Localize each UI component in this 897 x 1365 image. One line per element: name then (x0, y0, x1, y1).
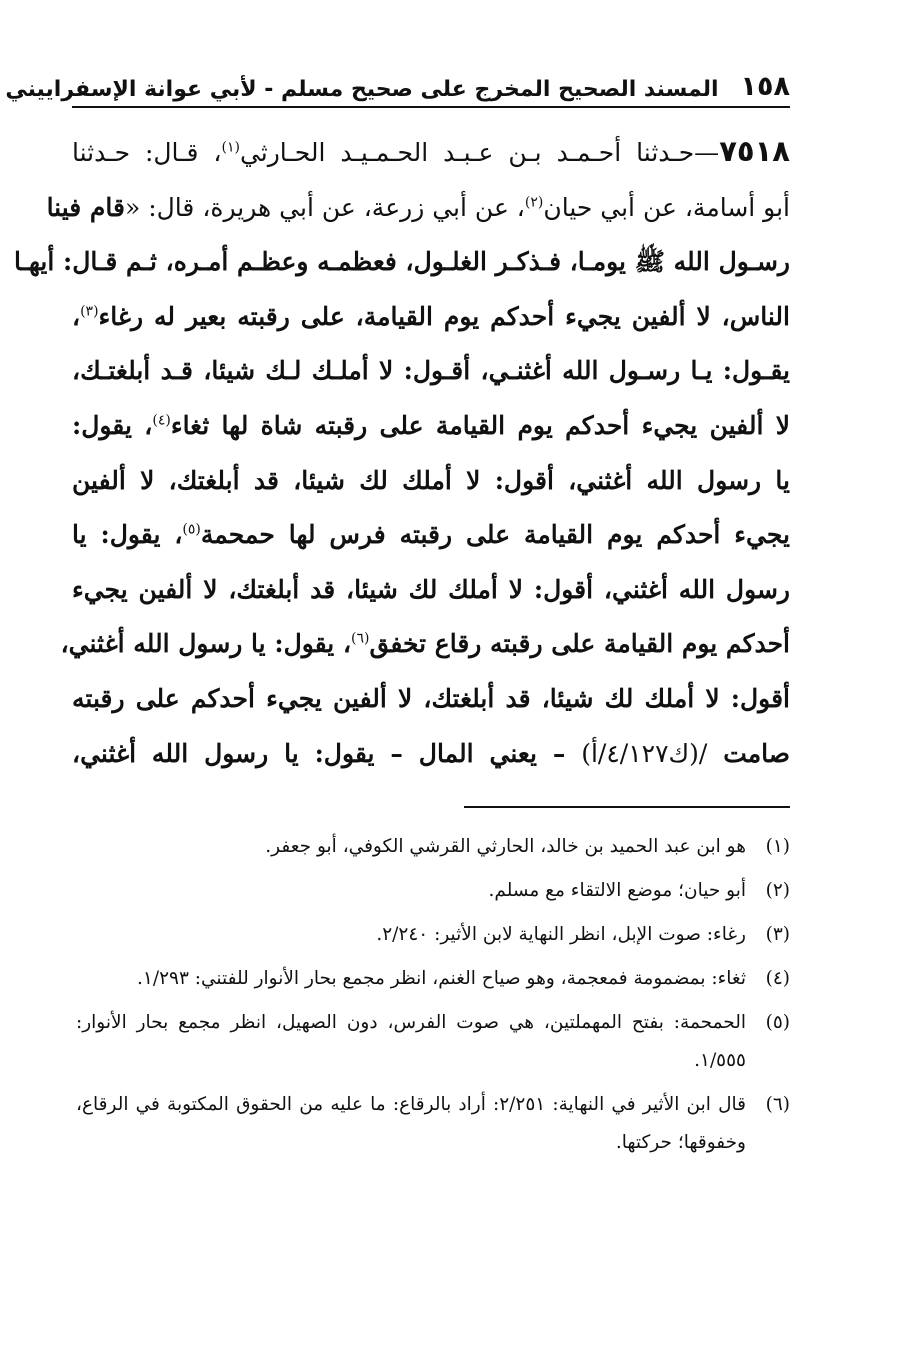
footnote-item (76, 828, 790, 866)
footnotes-section (76, 828, 790, 1168)
text-segment: – يعني المال – يقول: يا رسول الله أغثني، (72, 738, 582, 768)
text-segment: ، يقول: يا رسول الله أغثني، (60, 629, 352, 659)
footnote-text: ثغاء: بمضمومة فمعجمة، وهو صياح الغنم، انظر مجمع بحار الأنوار للفتني: ١/٢٩٣. (137, 968, 746, 989)
footnote-divider (464, 806, 790, 808)
hadith-line (72, 454, 790, 509)
footnote-ref: (٥) (182, 521, 201, 538)
page-number: ١٥٨ (740, 71, 790, 102)
text-segment: يجيء أحدكم يوم القيامة على رقبته فرس لها حمحمة (200, 520, 790, 550)
hadith-line (72, 344, 790, 399)
footnote-item (76, 1086, 790, 1162)
running-header (5, 58, 790, 102)
text-segment: أحدكم يوم القيامة على رقبته رقاع تخفق (369, 629, 790, 659)
footnote-item (76, 916, 790, 954)
text-segment: —حـدثنا أحـمـد بـن عـبـد الحـمـيـد الحـارثي (239, 138, 720, 167)
footnote-number: (٤) (765, 968, 790, 989)
text-segment: رسول الله أغثني، أقول: لا أملك لك شيئا، قد أبلغتك، لا ألفين يجيء (72, 574, 790, 604)
text-segment: الناس، لا ألفين يجيء أحدكم يوم القيامة، على رقبته بعير له رغاء (98, 301, 790, 331)
hadith-text (13, 124, 791, 781)
footnote-ref: (١) (221, 139, 240, 156)
text-segment: صامت (707, 738, 790, 768)
footnote-ref: (٦) (351, 631, 370, 648)
footnote-number: (٢) (765, 880, 790, 901)
hadith-line (72, 727, 790, 782)
header-divider (72, 106, 790, 108)
text-segment: ، يقول: (72, 410, 153, 440)
footnote-text: الحمحمة: بفتح المهملتين، هي صوت الفرس، دون الصهيل، انظر مجمع بحار الأنوار: ١/٥٥٥. (76, 1012, 746, 1071)
footnote-text: أبو حيان؛ موضع الالتقاء مع مسلم. (488, 880, 746, 901)
footnote-ref: (٣) (80, 303, 99, 320)
footnote-text: هو ابن عبد الحميد بن خالد، الحارثي القرشي الكوفي، أبو جعفر. (265, 836, 746, 857)
text-segment: ، (72, 301, 81, 331)
text-segment: ، يقول: يا (72, 520, 183, 550)
text-segment: رسـول الله ﷺ يومـا، فـذكـر الغلـول، فعظمـه وعظـم أمـره، ثـم قـال: أيهـا (13, 247, 790, 277)
text-segment: يقـول: يـا رسـول الله أغثنـي، أقـول: لا أملـك لـك شيئا، قـد أبلغتـك، (72, 356, 790, 386)
hadith-line (60, 617, 790, 672)
footnote-text: قال ابن الأثير في النهاية: ٢/٢٥١: أراد بالرقاع: ما عليه من الحقوق المكتوبة في الرقاع، وخفوقها؛ حركتها. (76, 1094, 746, 1153)
text-segment: ، عن أبي زرعة، عن أبي هريرة، قال: « (124, 192, 525, 222)
footnote-ref: (٢) (524, 194, 544, 211)
hadith-line (72, 508, 790, 563)
footnote-number: (٥) (765, 1012, 790, 1033)
footnote-number: (٦) (765, 1094, 790, 1115)
text-segment: أقول: لا أملك لك شيئا، قد أبلغتك، لا ألفين يجيء أحدكم على رقبته (72, 683, 790, 713)
footnote-number: (١) (765, 836, 790, 857)
text-segment: قام فينا (46, 192, 125, 222)
text-segment: لا ألفين يجيء أحدكم يوم القيامة على رقبته شاة لها ثغاء (170, 410, 791, 440)
hadith-line (13, 235, 790, 290)
footnote-text: رغاء: صوت الإبل، انظر النهاية لابن الأثير: ٢/٢٤٠. (376, 924, 746, 945)
footnote-item (76, 960, 790, 998)
hadith-line (72, 290, 790, 345)
hadith-line (72, 672, 790, 727)
text-segment: أبو أسامة، عن أبي حيان (543, 192, 790, 222)
footnote-item (76, 872, 790, 910)
hadith-line (72, 563, 790, 618)
hadith-number: ٧٥١٨ (719, 134, 790, 168)
hadith-line (46, 181, 790, 236)
footnote-item (76, 1004, 790, 1080)
footnote-ref: (٤) (152, 412, 171, 429)
running-title: المسند الصحيح المخرج على صحيح مسلم - لأبي عوانة الإسفراييني (5, 77, 719, 102)
hadith-line (72, 124, 790, 181)
text-segment: ، قـال: حـدثنا (72, 138, 222, 167)
hadith-line (72, 399, 790, 454)
footnote-number: (٣) (765, 924, 790, 945)
text-segment: يا رسول الله أغثني، أقول: لا أملك لك شيئا، قد أبلغتك، لا ألفين (72, 465, 790, 495)
text-segment: /(ك٤/١٢٧/أ) (581, 738, 708, 768)
